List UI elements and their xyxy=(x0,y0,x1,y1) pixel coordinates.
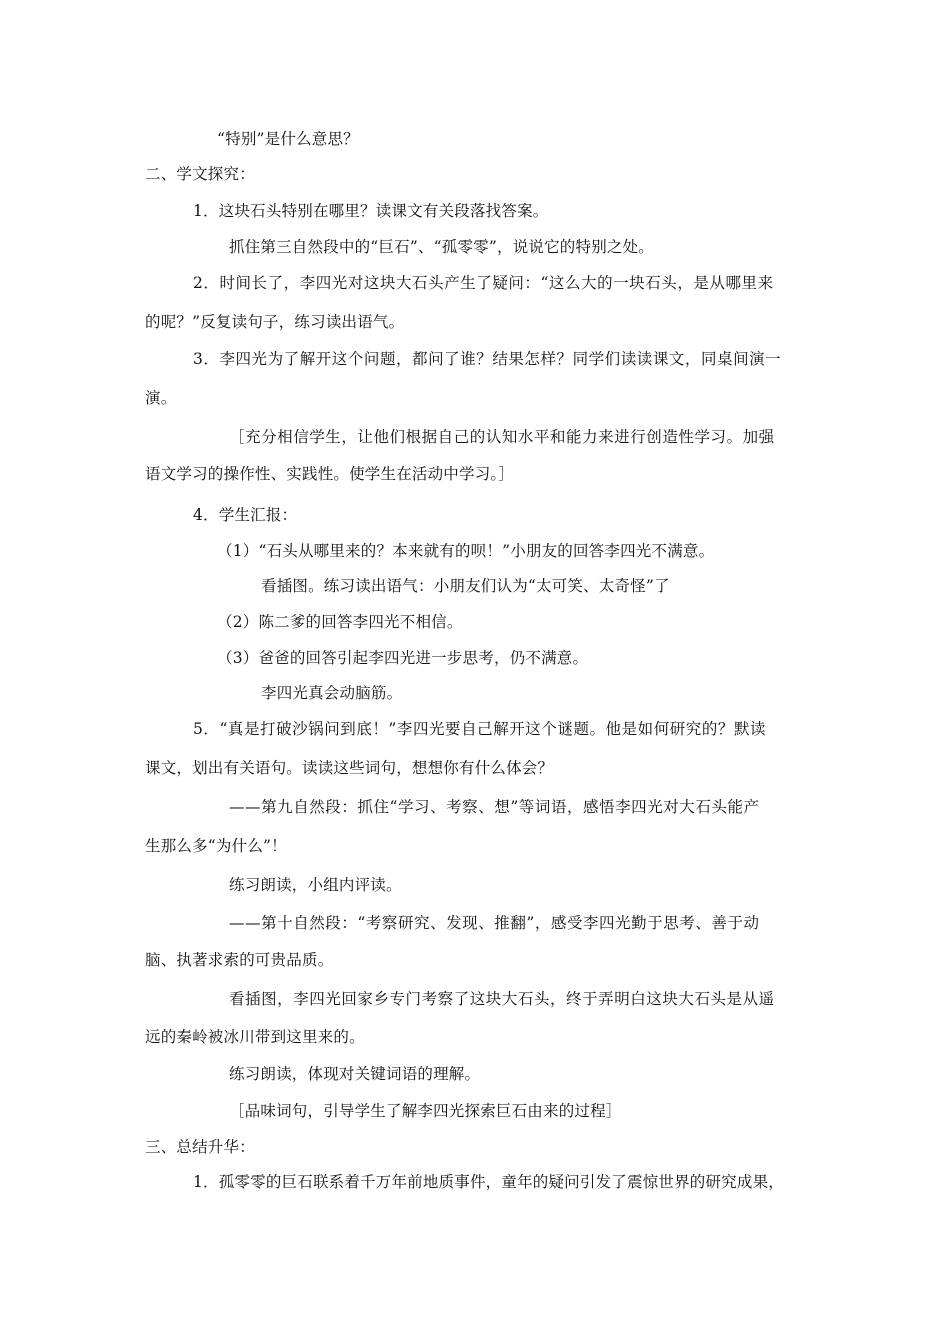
text-line: 3．李四光为了解开这个问题，都问了谁？结果怎样？同学们读读课文，同桌间演一 xyxy=(193,350,782,368)
teaching-note: ［品味词句，引导学生了解李四光探索巨石由来的过程］ xyxy=(229,1102,622,1120)
text-line: 看插图，李四光回家乡专门考察了这块大石头，终于弄明白这块大石头是从遥 xyxy=(229,990,775,1008)
section-heading: 三、总结升华： xyxy=(145,1138,255,1156)
text-line: 课文，划出有关语句。读读这些词句，想想你有什么体会？ xyxy=(145,759,554,777)
text-line: 5．“真是打破沙锅问到底！”李四光要自己解开这个谜题。他是如何研究的？默读 xyxy=(193,720,767,738)
text-line: ——第十自然段：“考察研究、发现、推翻”，感受李四光勤于思考、善于动 xyxy=(229,914,760,932)
text-line: 李四光真会动脑筋。 xyxy=(261,684,403,702)
text-line: 练习朗读，体现对关键词语的理解。 xyxy=(229,1065,481,1083)
text-line: （1）“石头从哪里来的？本来就有的呗！”小朋友的回答李四光不满意。 xyxy=(217,542,715,560)
text-line: 的呢？”反复读句子，练习读出语气。 xyxy=(145,313,405,331)
text-line: 2．时间长了，李四光对这块大石头产生了疑问：“这么大的一块石头，是从哪里来 xyxy=(193,274,774,292)
teaching-note: 语文学习的操作性、实践性。使学生在活动中学习。］ xyxy=(145,465,515,483)
section-heading: 二、学文探究： xyxy=(145,165,255,183)
text-line: 1．这块石头特别在哪里？读课文有关段落找答案。 xyxy=(193,202,549,220)
text-line: “特别”是什么意思？ xyxy=(217,130,359,148)
text-line: 抓住第三自然段中的“巨石”、“孤零零”，说说它的特别之处。 xyxy=(229,238,654,256)
text-line: ——第九自然段：抓住“学习、考察、想”等词语，感悟李四光对大石头能产 xyxy=(229,798,760,816)
teaching-note: ［充分相信学生，让他们根据自己的认知水平和能力来进行创造性学习。加强 xyxy=(229,428,775,446)
text-line: 远的秦岭被冰川带到这里来的。 xyxy=(145,1028,365,1046)
text-line: 演。 xyxy=(145,389,177,407)
text-line: 练习朗读，小组内评读。 xyxy=(229,876,402,894)
text-line: 1．孤零零的巨石联系着千万年前地质事件，童年的疑问引发了震惊世界的研究成果， xyxy=(193,1173,784,1191)
text-line: 生那么多“为什么”！ xyxy=(145,837,287,855)
text-line: 看插图。练习读出语气：小朋友们认为“太可笑、太奇怪”了 xyxy=(261,577,670,595)
text-line: （2）陈二爹的回答李四光不相信。 xyxy=(217,613,463,631)
text-line: （3）爸爸的回答引起李四光进一步思考，仍不满意。 xyxy=(217,649,589,667)
text-line: 4．学生汇报： xyxy=(193,506,298,524)
text-line: 脑、执著求索的可贵品质。 xyxy=(145,951,334,969)
